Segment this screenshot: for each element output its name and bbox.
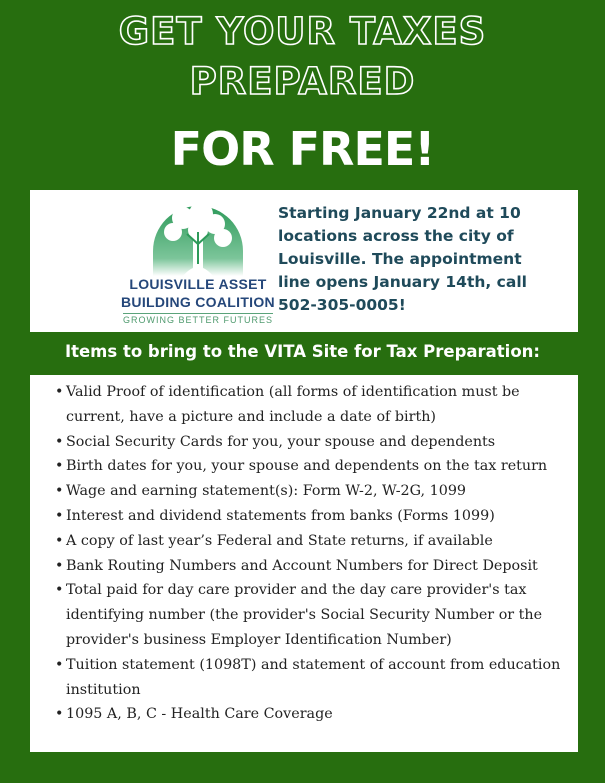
logo-name-line2: BUILDING COALITION (121, 294, 275, 310)
bullet-icon: • (55, 384, 64, 400)
list-item-text: Valid Proof of identification (all forms of identification must be current, have a picture and include a date of birth) (66, 384, 520, 425)
list-item (55, 380, 578, 430)
headline-get-your-taxes: GET YOUR TAXES (118, 10, 487, 53)
bullet-icon: • (55, 458, 64, 475)
bullet-icon: • (55, 507, 64, 524)
list-item (55, 554, 578, 579)
info-line: locations across the city of (278, 227, 514, 245)
list-item (55, 504, 578, 529)
tree-icon (143, 196, 253, 276)
list-item-text: Interest and dividend statements from banks (Forms 1099) (66, 507, 495, 524)
lab-coalition-logo (88, 198, 275, 326)
list-item-text: Social Security Cards for you, your spouse and dependents (66, 433, 496, 450)
info-panel (30, 190, 578, 332)
list-item-text: Tuition statement (1098T) and statement of account from education institution (66, 656, 561, 698)
list-item-text: Birth dates for you, your spouse and dependents on the tax return (66, 458, 548, 475)
info-text (278, 202, 574, 317)
bullet-icon: • (55, 656, 64, 673)
list-item-text: Bank Routing Numbers and Account Numbers for Direct Deposit (66, 557, 538, 574)
bullet-icon: • (55, 532, 64, 549)
info-line: Louisville. The appointment (278, 250, 522, 268)
list-item (55, 454, 578, 479)
headline-prepared: PREPARED (189, 60, 416, 103)
list-item (55, 653, 578, 703)
items-list (30, 375, 578, 727)
info-phone: 502-305-0005! (278, 296, 406, 314)
list-item (55, 702, 578, 727)
items-heading: Items to bring to the VITA Site for Tax Preparation: (64, 342, 541, 361)
bullet-icon: • (55, 706, 64, 723)
items-panel (30, 375, 578, 752)
headline-for-free: FOR FREE! (170, 122, 435, 176)
list-item-text: Wage and earning statement(s): Form W-2, W-2G, 1099 (66, 483, 467, 500)
logo-tagline: GROWING BETTER FUTURES (123, 315, 273, 325)
list-item (55, 578, 578, 652)
list-item (55, 430, 578, 455)
list-item-text: A copy of last year’s Federal and State returns, if available (66, 532, 493, 549)
logo-divider (123, 313, 273, 314)
list-item-text: 1095 A, B, C - Health Care Coverage (66, 706, 333, 723)
list-item (55, 529, 578, 554)
logo-name-line1: LOUISVILLE ASSET (129, 276, 267, 292)
info-line: line opens January 14th, call (278, 273, 527, 291)
bullet-icon: • (55, 483, 64, 500)
info-line: Starting January 22nd at 10 (278, 204, 521, 222)
list-item-text: Total paid for day care provider and the day care provider's tax identifying number (the provider's Social Security Number or the provider's business Employer Identification Number) (66, 582, 543, 648)
list-item (55, 479, 578, 504)
bullet-icon: • (55, 582, 64, 599)
bullet-icon: • (55, 433, 64, 450)
bullet-icon: • (55, 557, 64, 574)
